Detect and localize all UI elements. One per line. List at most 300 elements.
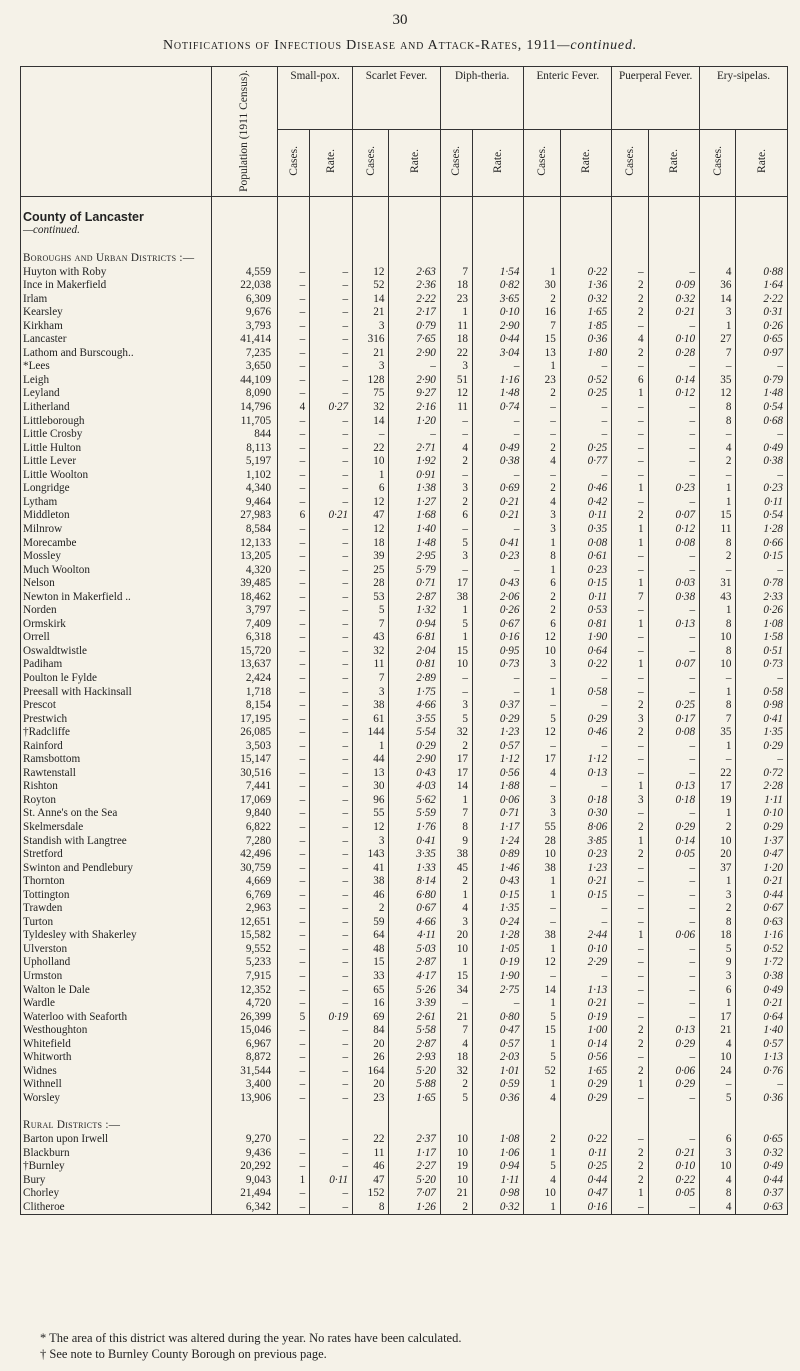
cases-cell: 16: [353, 997, 389, 1011]
rate-cell: –: [310, 333, 353, 347]
rate-cell: –: [310, 550, 353, 564]
rate-cell: 6·81: [389, 631, 440, 645]
rate-cell: 0·26: [736, 604, 788, 618]
cases-cell: 18: [700, 929, 736, 943]
cases-cell: 21: [353, 306, 389, 320]
rate-cell: 1·13: [736, 1051, 788, 1065]
rate-cell: –: [310, 523, 353, 537]
table-row: [21, 537, 788, 551]
rate-cell: 0·65: [736, 333, 788, 347]
rate-cell: –: [648, 997, 699, 1011]
cases-cell: –: [278, 1024, 310, 1038]
boroughs-heading: Boroughs and Urban Districts :—: [21, 252, 212, 266]
cases-cell: 3: [524, 794, 560, 808]
district-name: Orrell: [21, 631, 212, 645]
cases-cell: –: [278, 415, 310, 429]
rate-cell: 0·22: [560, 658, 611, 672]
district-name: Upholland: [21, 956, 212, 970]
population-header: Population (1911 Census).: [211, 67, 277, 197]
rate-cell: 1·27: [389, 496, 440, 510]
rate-cell: 0·68: [736, 415, 788, 429]
rate-cell: –: [310, 279, 353, 293]
rate-cell: 0·53: [560, 604, 611, 618]
cases-cell: 12: [353, 266, 389, 280]
cases-cell: 52: [353, 279, 389, 293]
cases-cell: 15: [524, 1024, 560, 1038]
rate-cell: 0·81: [389, 658, 440, 672]
cases-cell: –: [612, 943, 648, 957]
rate-cell: 0·06: [648, 1065, 699, 1079]
cases-cell: 2: [612, 347, 648, 361]
cases-cell: 10: [440, 1147, 472, 1161]
rate-cell: 0·07: [648, 509, 699, 523]
cases-cell: 5: [440, 1092, 472, 1106]
cases-cell: 1: [524, 537, 560, 551]
district-name: Standish with Langtree: [21, 835, 212, 849]
rate-cell: 1·48: [389, 537, 440, 551]
cases-cell: –: [524, 780, 560, 794]
rate-cell: 0·07: [648, 658, 699, 672]
rate-cell: 0·23: [736, 482, 788, 496]
rate-cell: –: [310, 807, 353, 821]
district-name: Ulverston: [21, 943, 212, 957]
population-cell: 6,318: [211, 631, 277, 645]
rate-cell: 5·54: [389, 726, 440, 740]
rate-cell: –: [310, 753, 353, 767]
population-cell: 9,043: [211, 1174, 277, 1188]
rate-cell: 1·40: [389, 523, 440, 537]
rate-cell: –: [648, 631, 699, 645]
cases-cell: –: [612, 401, 648, 415]
cases-cell: 5: [440, 618, 472, 632]
cases-cell: 33: [353, 970, 389, 984]
table-row: [21, 401, 788, 415]
rate-cell: 0·21: [310, 509, 353, 523]
rate-cell: 0·32: [560, 293, 611, 307]
cases-cell: 1: [524, 875, 560, 889]
rate-cell: 1·00: [560, 1024, 611, 1038]
rate-cell: 1·38: [389, 482, 440, 496]
cases-cell: –: [440, 415, 472, 429]
rate-cell: –: [473, 415, 524, 429]
table-row: [21, 618, 788, 632]
cases-cell: 4: [700, 1201, 736, 1215]
cases-cell: –: [612, 862, 648, 876]
cases-cell: –: [612, 984, 648, 998]
table-row: [21, 713, 788, 727]
rate-cell: 5·88: [389, 1078, 440, 1092]
cases-cell: 4: [700, 266, 736, 280]
rate-cell: 0·43: [389, 767, 440, 781]
cases-cell: 2: [440, 875, 472, 889]
cases-cell: –: [278, 658, 310, 672]
cases-cell: –: [278, 523, 310, 537]
cases-cell: 1: [524, 1147, 560, 1161]
disease-header-puerperal-fever: Puerperal Fever.: [612, 67, 700, 130]
rate-cell: –: [648, 455, 699, 469]
rate-cell: –: [310, 455, 353, 469]
disease-header-erysipelas: Ery-sipelas.: [700, 67, 788, 130]
cases-cell: 3: [440, 550, 472, 564]
rate-cell: –: [648, 943, 699, 957]
rate-cell: 0·05: [648, 848, 699, 862]
cases-cell: –: [524, 699, 560, 713]
cases-cell: 164: [353, 1065, 389, 1079]
rate-header: Rate.: [560, 129, 611, 196]
cases-cell: –: [440, 469, 472, 483]
cases-cell: 4: [524, 1174, 560, 1188]
cases-cell: –: [612, 1011, 648, 1025]
rate-cell: –: [648, 807, 699, 821]
rate-cell: 0·21: [648, 306, 699, 320]
rate-cell: –: [310, 496, 353, 510]
cases-cell: 4: [440, 442, 472, 456]
population-cell: 9,464: [211, 496, 277, 510]
table-row: [21, 1065, 788, 1079]
rate-cell: 0·59: [473, 1078, 524, 1092]
cases-cell: 52: [524, 1065, 560, 1079]
rate-cell: 0·82: [473, 279, 524, 293]
cases-cell: –: [278, 320, 310, 334]
cases-cell: 143: [353, 848, 389, 862]
cases-header: Cases.: [278, 129, 310, 196]
district-name: Lancaster: [21, 333, 212, 347]
cases-cell: 17: [524, 753, 560, 767]
cases-cell: 5: [524, 1011, 560, 1025]
cases-cell: –: [278, 347, 310, 361]
rate-cell: –: [389, 360, 440, 374]
cases-cell: 1: [612, 929, 648, 943]
cases-cell: –: [700, 564, 736, 578]
cases-cell: –: [612, 686, 648, 700]
rate-cell: –: [648, 469, 699, 483]
cases-cell: 5: [524, 1160, 560, 1174]
cases-cell: 4: [524, 455, 560, 469]
cases-cell: 12: [353, 496, 389, 510]
cases-cell: –: [612, 767, 648, 781]
population-cell: 17,195: [211, 713, 277, 727]
rate-cell: 0·36: [560, 333, 611, 347]
cases-cell: 2: [612, 1174, 648, 1188]
rate-cell: 0·21: [473, 496, 524, 510]
cases-cell: –: [612, 266, 648, 280]
footnote-area-altered: * The area of this district was altered during the year. No rates have been calculated.: [40, 1331, 462, 1345]
cases-cell: 1: [700, 875, 736, 889]
cases-cell: –: [700, 469, 736, 483]
cases-cell: 2: [524, 1133, 560, 1147]
rate-cell: –: [560, 360, 611, 374]
rate-cell: 0·11: [560, 509, 611, 523]
cases-cell: 10: [440, 1174, 472, 1188]
district-name: Lathom and Burscough..: [21, 347, 212, 361]
rate-cell: –: [310, 577, 353, 591]
cases-cell: –: [278, 956, 310, 970]
cases-cell: 14: [353, 293, 389, 307]
cases-cell: –: [278, 943, 310, 957]
rate-cell: 0·06: [648, 929, 699, 943]
rate-cell: 0·88: [736, 266, 788, 280]
population-cell: 13,906: [211, 1092, 277, 1106]
cases-cell: 7: [700, 347, 736, 361]
rate-cell: –: [473, 469, 524, 483]
cases-cell: –: [278, 1201, 310, 1215]
rate-cell: 0·44: [736, 889, 788, 903]
population-cell: 8,584: [211, 523, 277, 537]
population-cell: 4,559: [211, 266, 277, 280]
cases-cell: –: [612, 753, 648, 767]
cases-cell: –: [278, 442, 310, 456]
rate-cell: 1·23: [560, 862, 611, 876]
rate-cell: –: [310, 631, 353, 645]
rate-cell: 0·36: [736, 1092, 788, 1106]
rate-cell: 2·22: [389, 293, 440, 307]
cases-cell: 15: [440, 645, 472, 659]
cases-cell: 43: [700, 591, 736, 605]
rate-cell: 0·65: [736, 1133, 788, 1147]
cases-cell: 6: [524, 577, 560, 591]
district-name: Bury: [21, 1174, 212, 1188]
cases-cell: –: [278, 1160, 310, 1174]
rate-cell: 1·48: [736, 387, 788, 401]
population-cell: 26,085: [211, 726, 277, 740]
rate-cell: 1·64: [736, 279, 788, 293]
rate-cell: –: [310, 929, 353, 943]
rate-cell: 2·87: [389, 1038, 440, 1052]
district-name: †Burnley: [21, 1160, 212, 1174]
rate-cell: 0·98: [736, 699, 788, 713]
rate-cell: 0·08: [648, 726, 699, 740]
rate-cell: –: [310, 1201, 353, 1215]
disease-header-scarlet-fever: Scarlet Fever.: [353, 67, 441, 130]
cases-cell: 1: [700, 997, 736, 1011]
cases-cell: 3: [353, 686, 389, 700]
rate-header: Rate.: [736, 129, 788, 196]
cases-cell: 14: [353, 415, 389, 429]
cases-cell: –: [278, 1051, 310, 1065]
cases-cell: 24: [700, 1065, 736, 1079]
cases-cell: –: [524, 415, 560, 429]
rate-cell: –: [736, 672, 788, 686]
rate-cell: 0·23: [560, 564, 611, 578]
cases-cell: 16: [524, 306, 560, 320]
district-name: Withnell: [21, 1078, 212, 1092]
district-name: Tyldesley with Shakerley: [21, 929, 212, 943]
cases-cell: 5: [700, 1092, 736, 1106]
rate-cell: 0·36: [473, 1092, 524, 1106]
cases-cell: –: [278, 807, 310, 821]
rate-cell: 2·37: [389, 1133, 440, 1147]
rate-cell: 0·89: [473, 848, 524, 862]
district-name: Skelmersdale: [21, 821, 212, 835]
rate-cell: 0·21: [648, 1147, 699, 1161]
rate-cell: –: [310, 956, 353, 970]
table-row: [21, 496, 788, 510]
rate-cell: –: [560, 740, 611, 754]
rate-cell: 2·90: [389, 347, 440, 361]
cases-cell: 35: [700, 726, 736, 740]
rate-cell: 3·65: [473, 293, 524, 307]
district-name: Thornton: [21, 875, 212, 889]
cases-cell: 10: [700, 1051, 736, 1065]
population-cell: 26,399: [211, 1011, 277, 1025]
cases-cell: –: [440, 672, 472, 686]
cases-cell: 44: [353, 753, 389, 767]
cases-cell: 1: [524, 943, 560, 957]
population-cell: 15,582: [211, 929, 277, 943]
cases-cell: 39: [353, 550, 389, 564]
rate-cell: 0·49: [736, 984, 788, 998]
district-name: Oswaldtwistle: [21, 645, 212, 659]
rate-cell: –: [310, 1051, 353, 1065]
rate-cell: 1·58: [736, 631, 788, 645]
table-row: [21, 266, 788, 280]
rate-cell: 0·15: [473, 889, 524, 903]
district-name: Ince in Makerfield: [21, 279, 212, 293]
cases-cell: 2: [440, 740, 472, 754]
rate-cell: 1·17: [389, 1147, 440, 1161]
rate-cell: 1·08: [736, 618, 788, 632]
cases-cell: –: [278, 835, 310, 849]
rate-cell: –: [648, 862, 699, 876]
rate-cell: 4·03: [389, 780, 440, 794]
cases-cell: –: [612, 550, 648, 564]
title-text: Notifications of Infectious Disease and Attack-Rates, 1911: [162, 38, 558, 53]
cases-cell: –: [612, 645, 648, 659]
cases-cell: –: [278, 726, 310, 740]
cases-cell: 6: [440, 509, 472, 523]
cases-cell: 14: [700, 293, 736, 307]
rate-cell: 0·10: [648, 1160, 699, 1174]
rate-cell: 1·35: [473, 902, 524, 916]
rate-cell: –: [648, 1051, 699, 1065]
cases-cell: 23: [353, 1092, 389, 1106]
county-heading: County of Lancaster: [21, 211, 212, 225]
rate-cell: 1·72: [736, 956, 788, 970]
table-row: [21, 848, 788, 862]
rate-cell: 3·35: [389, 848, 440, 862]
population-cell: 2,424: [211, 672, 277, 686]
cases-cell: 84: [353, 1024, 389, 1038]
rate-cell: –: [648, 645, 699, 659]
table-row: [21, 347, 788, 361]
rate-cell: 3·04: [473, 347, 524, 361]
rate-cell: 0·57: [473, 740, 524, 754]
rate-cell: 1·65: [389, 1092, 440, 1106]
population-cell: 12,133: [211, 537, 277, 551]
table-row: [21, 875, 788, 889]
population-cell: 13,637: [211, 658, 277, 672]
cases-cell: 20: [353, 1038, 389, 1052]
rate-cell: 2·90: [389, 753, 440, 767]
population-cell: 7,235: [211, 347, 277, 361]
district-name: Swinton and Pendlebury: [21, 862, 212, 876]
rate-cell: 0·11: [736, 496, 788, 510]
cases-cell: 2: [612, 821, 648, 835]
rate-cell: 0·35: [560, 523, 611, 537]
rate-cell: –: [310, 591, 353, 605]
cases-cell: 1: [440, 631, 472, 645]
cases-cell: 35: [700, 374, 736, 388]
cases-cell: –: [278, 1133, 310, 1147]
cases-cell: –: [278, 929, 310, 943]
table-row: [21, 956, 788, 970]
population-cell: 15,046: [211, 1024, 277, 1038]
rate-cell: 0·10: [648, 333, 699, 347]
table-row: [21, 943, 788, 957]
rate-cell: 0·10: [560, 943, 611, 957]
rate-cell: –: [648, 428, 699, 442]
cases-cell: 3: [700, 889, 736, 903]
cases-cell: –: [278, 1147, 310, 1161]
cases-cell: 8: [524, 550, 560, 564]
rate-cell: 0·28: [648, 347, 699, 361]
rate-cell: 0·32: [473, 1201, 524, 1215]
cases-cell: 38: [440, 591, 472, 605]
population-cell: 6,822: [211, 821, 277, 835]
district-name: Tottington: [21, 889, 212, 903]
cases-cell: 1: [612, 658, 648, 672]
table-row: [21, 699, 788, 713]
rate-cell: 0·08: [648, 537, 699, 551]
cases-cell: 11: [440, 401, 472, 415]
district-name: Middleton: [21, 509, 212, 523]
cases-cell: 26: [353, 1051, 389, 1065]
table-row: [21, 455, 788, 469]
cases-cell: 15: [440, 970, 472, 984]
cases-cell: 48: [353, 943, 389, 957]
rate-cell: –: [310, 658, 353, 672]
rate-cell: 0·79: [736, 374, 788, 388]
rate-cell: 0·37: [736, 1187, 788, 1201]
cases-cell: 7: [440, 807, 472, 821]
rate-cell: 0·52: [736, 943, 788, 957]
cases-cell: 8: [700, 401, 736, 415]
cases-cell: 2: [524, 482, 560, 496]
cases-cell: 2: [440, 496, 472, 510]
cases-cell: –: [278, 631, 310, 645]
rate-cell: 0·44: [560, 1174, 611, 1188]
cases-cell: 61: [353, 713, 389, 727]
rate-cell: 1·48: [473, 387, 524, 401]
cases-cell: 22: [440, 347, 472, 361]
cases-cell: 1: [612, 537, 648, 551]
table-row: [21, 604, 788, 618]
rate-cell: –: [648, 916, 699, 930]
cases-cell: 46: [353, 1160, 389, 1174]
rate-cell: 0·31: [736, 306, 788, 320]
rate-cell: 0·43: [473, 875, 524, 889]
table-row: [21, 591, 788, 605]
rate-cell: 0·19: [473, 956, 524, 970]
rate-cell: 0·21: [560, 875, 611, 889]
cases-cell: 15: [700, 509, 736, 523]
rate-cell: 1·23: [473, 726, 524, 740]
population-cell: 12,352: [211, 984, 277, 998]
cases-cell: 3: [353, 360, 389, 374]
cases-cell: 32: [440, 1065, 472, 1079]
district-name: Westhoughton: [21, 1024, 212, 1038]
rate-cell: –: [648, 1201, 699, 1215]
cases-cell: 2: [524, 442, 560, 456]
rate-cell: –: [473, 997, 524, 1011]
cases-cell: 144: [353, 726, 389, 740]
table-row: [21, 1187, 788, 1201]
cases-cell: 5: [278, 1011, 310, 1025]
population-cell: 9,270: [211, 1133, 277, 1147]
rate-cell: 0·32: [648, 293, 699, 307]
cases-cell: –: [278, 618, 310, 632]
cases-cell: –: [278, 428, 310, 442]
